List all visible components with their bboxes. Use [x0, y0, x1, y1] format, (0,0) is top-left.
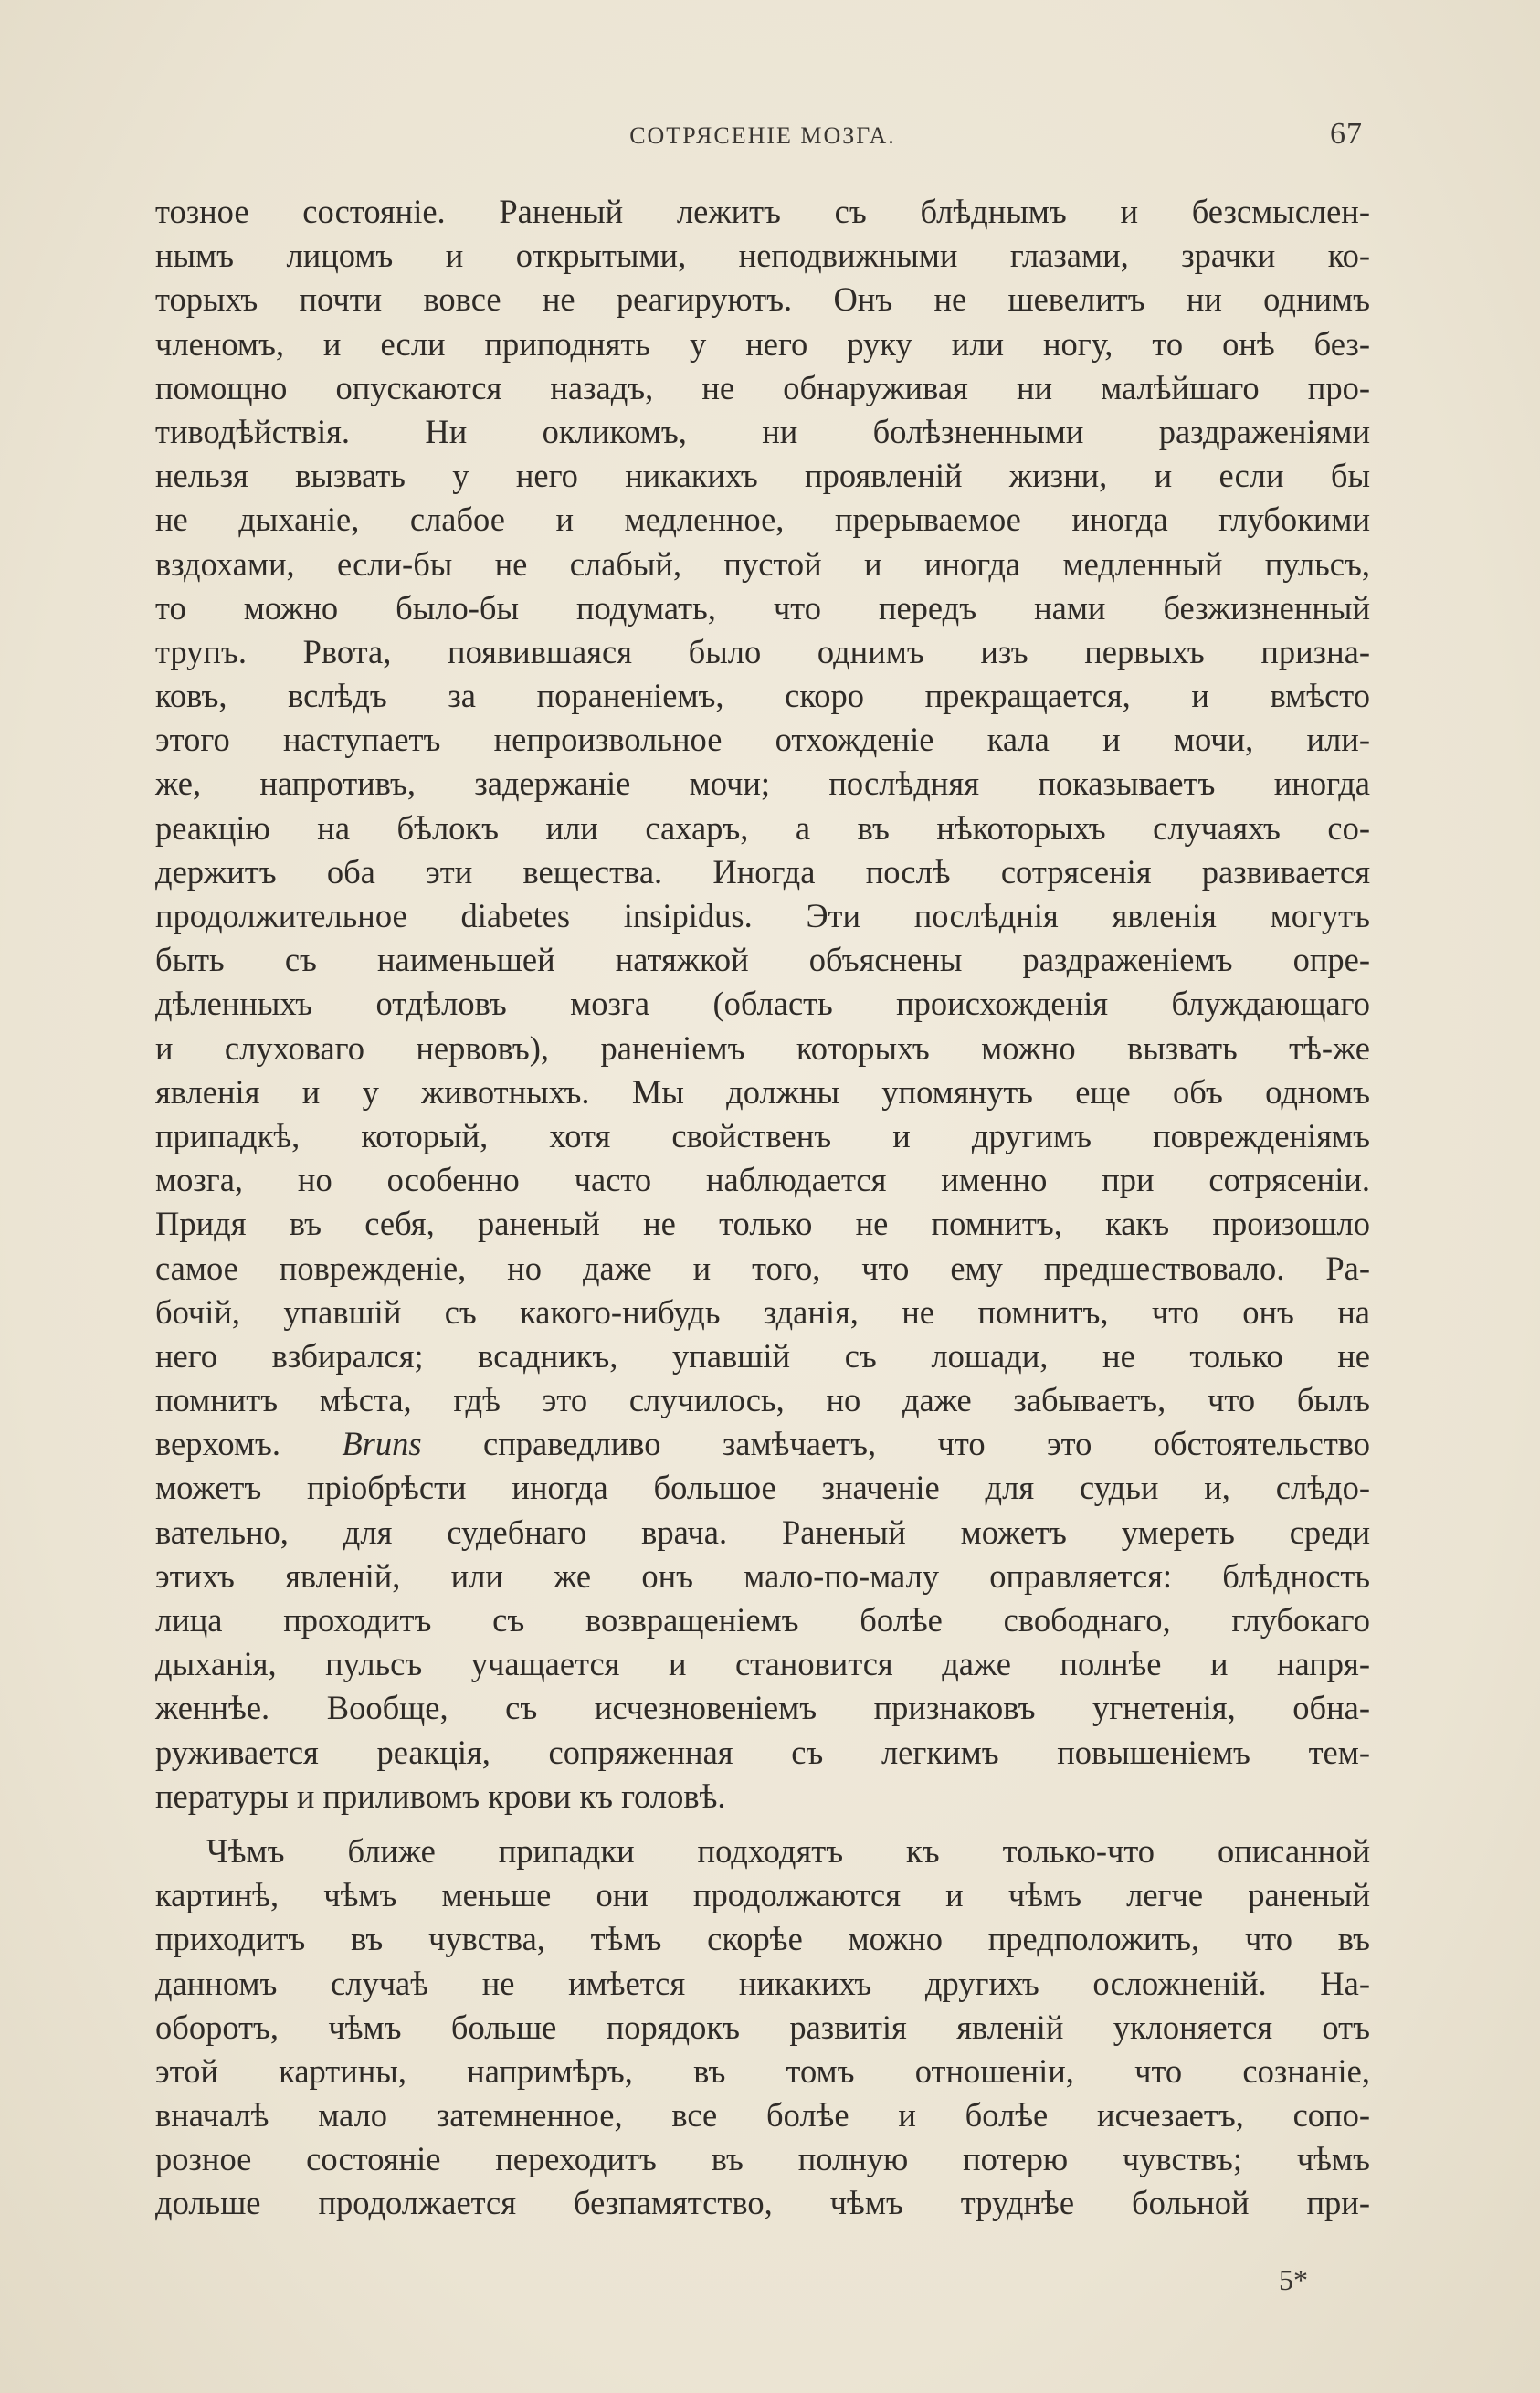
text-line: явленія и у животныхъ. Мы должны упомянуть еще объ одномъ: [155, 1072, 1370, 1111]
text-line: держитъ оба эти вещества. Иногда послѣ сотрясенія развивается: [155, 852, 1370, 891]
text-line: тозное состояніе. Раненый лежитъ съ блѣднымъ и безсмыслен-: [155, 193, 1370, 230]
text-line: же, напротивъ, задержаніе мочи; послѣдняя показываетъ иногда: [155, 764, 1370, 803]
text-line: самое поврежденіе, но даже и того, что ему предшествовало. Ра-: [155, 1249, 1370, 1287]
text-line: картинѣ, чѣмъ меньше они продолжаются и чѣмъ легче раненый: [155, 1876, 1370, 1914]
text-line: припадкѣ, который, хотя свойственъ и другимъ поврежденіямъ: [155, 1116, 1370, 1154]
text-line: вательно, для судебнаго врача. Раненый можетъ умереть среди: [155, 1513, 1370, 1551]
text-line: дѣленныхъ отдѣловъ мозга (область происхожденія блуждающаго: [155, 985, 1370, 1023]
paragraph-gap: [155, 1818, 1370, 1829]
text-line: руживается реакція, сопряженная съ легкимъ повышеніемъ тем-: [155, 1733, 1370, 1771]
body-text: [155, 190, 1370, 2226]
text-line: этой картины, напримѣръ, въ томъ отношеніи, что сознаніе,: [155, 2051, 1370, 2090]
text-line: можетъ пріобрѣсти иногда большое значеніе для судьи и, слѣдо-: [155, 1469, 1370, 1507]
text-line-with-author: [155, 1422, 1370, 1466]
text-line: реакцію на бѣлокъ или сахаръ, а въ нѣкоторыхъ случаяхъ со-: [155, 808, 1370, 847]
text-line: этого наступаетъ непроизвольное отхожденіе кала и мочи, или-: [155, 721, 1370, 759]
text-line: Придя въ себя, раненый не только не помнитъ, какъ произошло: [155, 1205, 1370, 1243]
text-line: оборотъ, чѣмъ больше порядокъ развитія явленій уклоняется отъ: [155, 2008, 1370, 2046]
text-line: дольше продолжается безпамятство, чѣмъ труднѣе больной при-: [155, 2184, 1370, 2222]
text-line: дыханія, пульсъ учащается и становится даже полнѣе и напря-: [155, 1645, 1370, 1683]
text-line: помощно опускаются назадъ, не обнаруживая ни малѣйшаго про-: [155, 368, 1370, 406]
text-line: нельзя вызвать у него никакихъ проявленій жизни, и если бы: [155, 457, 1370, 495]
text-line: лица проходитъ съ возвращеніемъ болѣе свободнаго, глубокаго: [155, 1601, 1370, 1639]
text-line: розное состояніе переходитъ въ полную потерю чувствъ; чѣмъ: [155, 2140, 1370, 2178]
text-line: нымъ лицомъ и открытыми, неподвижными глазами, зрачки ко-: [155, 237, 1370, 275]
text-line: и слуховаго нервовъ), раненіемъ которыхъ можно вызвать тѣ-же: [155, 1028, 1370, 1067]
text-fragment: верхомъ.: [155, 1425, 280, 1463]
author-name: Bruns: [342, 1425, 422, 1463]
text-line: то можно было-бы подумать, что передъ нами безжизненный: [155, 588, 1370, 627]
text-line: тиводѣйствія. Ни окликомъ, ни болѣзненными раздраженіями: [155, 412, 1370, 450]
signature-mark: 5*: [1279, 2263, 1308, 2296]
text-line: бочій, упавшій съ какого-нибудь зданія, не помнитъ, что онъ на: [155, 1292, 1370, 1331]
running-header: [155, 117, 1370, 153]
text-fragment: справедливо замѣчаетъ, что это обстоятельство: [421, 1425, 1371, 1463]
text-line: мозга, но особенно часто наблюдается именно при сотрясеніи.: [155, 1161, 1370, 1199]
text-line: торыхъ почти вовсе не реагируютъ. Онъ не шевелитъ ни однимъ: [155, 280, 1370, 319]
text-line: данномъ случаѣ не имѣется никакихъ другихъ осложненій. На-: [155, 1964, 1370, 2002]
text-line: помнитъ мѣста, гдѣ это случилось, но даже забываетъ, что былъ: [155, 1381, 1370, 1419]
text-line: вначалѣ мало затемненное, все болѣе и болѣе исчезаетъ, сопо-: [155, 2096, 1370, 2135]
paragraph-2: [155, 1829, 1370, 2226]
text-line: быть съ наименьшей натяжкой объяснены раздраженіемъ опре-: [155, 941, 1370, 979]
text-line: женнѣе. Вообще, съ исчезновеніемъ признаковъ угнетенія, обна-: [155, 1689, 1370, 1727]
page-number: 67: [1330, 117, 1363, 151]
text-line: продолжительное diabetes insipidus. Эти послѣднія явленія могутъ: [155, 897, 1370, 934]
paragraph-1: [155, 190, 1370, 1818]
text-line: приходитъ въ чувства, тѣмъ скорѣе можно предположить, что въ: [155, 1920, 1370, 1958]
text-line: этихъ явленій, или же онъ мало-по-малу оправляется: блѣдность: [155, 1556, 1370, 1595]
text-line: него взбирался; всадникъ, упавшій съ лошади, не только не: [155, 1336, 1370, 1375]
text-line: вздохами, если-бы не слабый, пустой и иногда медленный пульсъ,: [155, 544, 1370, 583]
text-line: не дыханіе, слабое и медленное, прерываемое иногда глубокими: [155, 501, 1370, 539]
text-line: трупъ. Рвота, появившаяся было однимъ изъ первыхъ призна-: [155, 632, 1370, 670]
running-title: СОТРЯСЕНІЕ МОЗГА.: [629, 122, 896, 149]
text-line: Чѣмъ ближе припадки подходятъ къ только-что описанной: [206, 1831, 1370, 1870]
text-line: членомъ, и если приподнять у него руку или ногу, то онѣ без-: [155, 324, 1370, 363]
text-line: пературы и приливомъ крови къ головѣ.: [155, 1776, 726, 1815]
text-line: ковъ, вслѣдъ за пораненіемъ, скоро прекращается, и вмѣсто: [155, 677, 1370, 715]
